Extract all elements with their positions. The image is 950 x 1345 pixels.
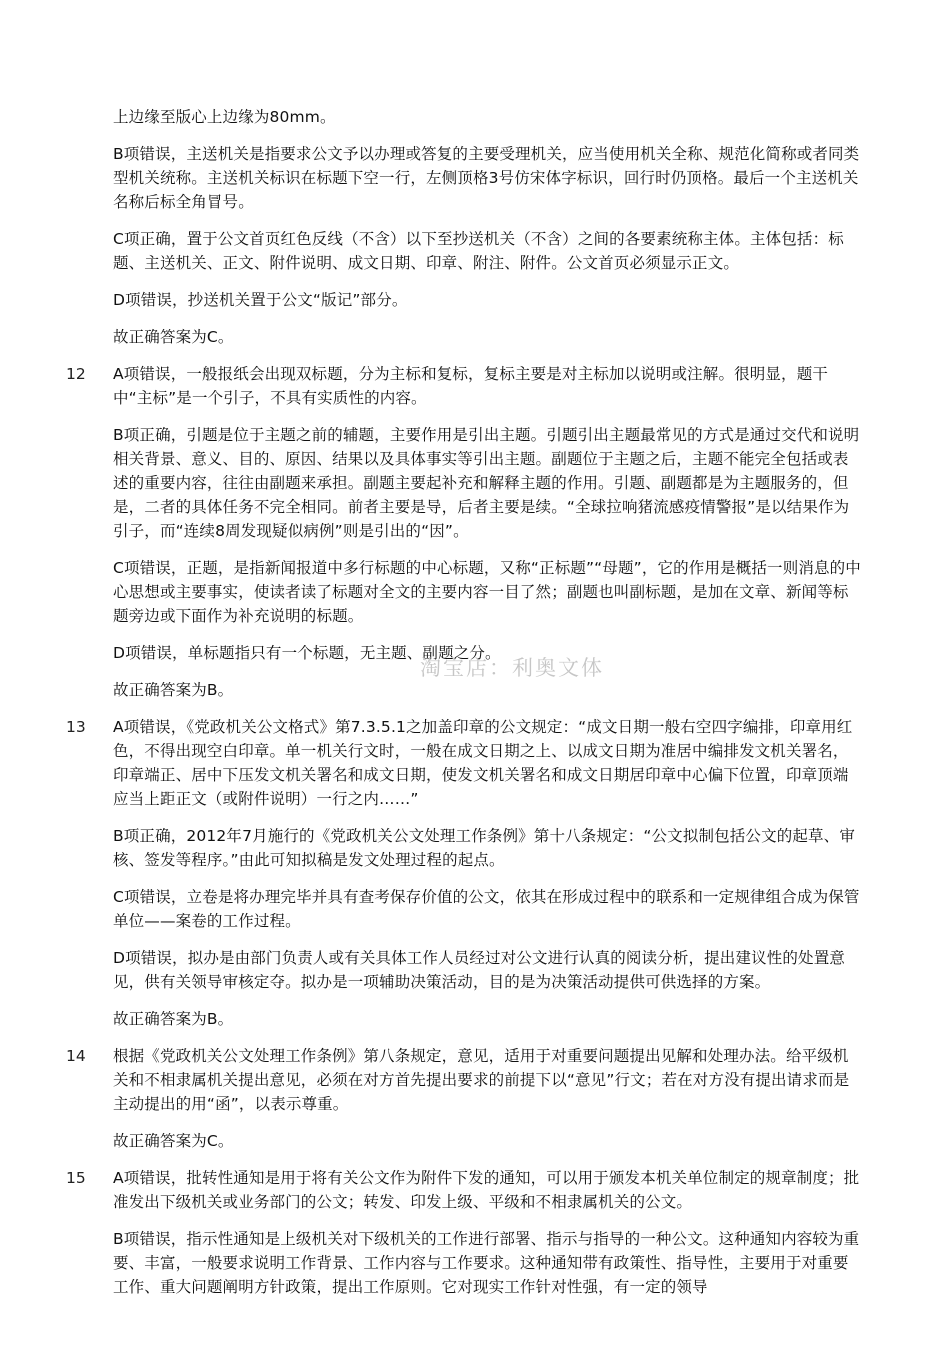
paragraph: A项错误，《党政机关公文格式》第7.3.5.1之加盖印章的公文规定：“成文日期一般右空四字编排，印章用红色，不得出现空白印章。单一机关行文时，一般在成文日期之上、以成文日期为准居中编排发文机关署名，印章端正、居中下压发文机关署名和成文日期，使发文机关署名和成文日期居印章中心偏下位置，印章顶端应当上距正文（或附件说明）一行之内……”: [113, 718, 853, 808]
intro-section: [0, 105, 950, 362]
paragraph: C项错误，正题，是指新闻报道中多行标题的中心标题，又称“正标题”“母题”，它的作用是概括一则消息的中心思想或主要事实，使读者读了标题对全文的主要内容一目了然；副题也叫副标题，是加在文章、新闻等标题旁边或下面作为补充说明的标题。: [113, 559, 861, 625]
paragraph: A项错误，一般报纸会出现双标题，分为主标和复标，复标主要是对主标加以说明或注解。很明显，题干中“主标”是一个引子，不具有实质性的内容。: [113, 365, 829, 407]
paragraph: 故正确答案为B。: [113, 1010, 234, 1028]
paragraph: B项正确，引题是位于主题之前的辅题，主要作用是引出主题。引题引出主题最常见的方式是通过交代和说明相关背景、意义、目的、原因、结果以及具体事实等引出主题。副题位于主题之后，主题不能完全包括或表述的重要内容，往往由副题来承担。副题主要起补充和解释主题的作用。引题、副题都是为主题服务的，但是，二者的具体任务不完全相同。前者主要是导，后者主要是续。“全球拉响猪流感疫情警报”是以结果作为引子，而“连续8周发现疑似病例”则是引出的“因”。: [113, 426, 860, 540]
question-15: [0, 1166, 950, 1312]
watermark: 淘宝店：利奥文体: [420, 656, 604, 680]
paragraph: 根据《党政机关公文处理工作条例》第八条规定，意见，适用于对重要问题提出见解和处理办法。给平级机关和不相隶属机关提出意见，必须在对方首先提出要求的前提下以“意见”行文；若在对方没有提出请求而是主动提出的用“函”，以表示尊重。: [113, 1047, 850, 1113]
paragraph: B项错误，主送机关是指要求公文予以办理或答复的主要受理机关，应当使用机关全称、规范化简称或者同类型机关统称。主送机关标识在标题下空一行，左侧顶格3号仿宋体字标识，回行时仍顶格。最后一个主送机关名称后标全角冒号。: [113, 145, 860, 211]
paragraph: D项错误，拟办是由部门负责人或有关具体工作人员经过对公文进行认真的阅读分析，提出建议性的处置意见，供有关领导审核定夺。拟办是一项辅助决策活动，目的是为决策活动提供可供选择的方案。: [113, 949, 845, 991]
question-number: 12: [66, 365, 86, 383]
question-14: [0, 1044, 950, 1166]
paragraph: 上边缘至版心上边缘为80mm。: [113, 108, 336, 126]
question-number: 14: [66, 1047, 86, 1065]
paragraph: B项错误，指示性通知是上级机关对下级机关的工作进行部署、指示与指导的一种公文。这种通知内容较为重要、丰富，一般要求说明工作背景、工作内容与工作要求。这种通知带有政策性、指导性，主要用于对重要工作、重大问题阐明方针政策，提出工作原则。它对现实工作针对性强，有一定的领导: [113, 1230, 860, 1296]
paragraph: C项正确，置于公文首页红色反线（不含）以下至抄送机关（不含）之间的各要素统称主体。主体包括：标题、主送机关、正文、附件说明、成文日期、印章、附注、附件。公文首页必须显示正文。: [113, 230, 844, 272]
paragraph: D项错误，抄送机关置于公文“版记”部分。: [113, 291, 408, 309]
question-number: 15: [66, 1169, 86, 1187]
question-13: [0, 715, 950, 1044]
paragraph: 故正确答案为C。: [113, 328, 234, 346]
paragraph: D项错误，单标题指只有一个标题，无主题、副题之分。: [113, 644, 501, 662]
paragraph: B项正确，2012年7月施行的《党政机关公文处理工作条例》第十八条规定：“公文拟制包括公文的起草、审核、签发等程序。”由此可知拟稿是发文处理过程的起点。: [113, 827, 855, 869]
paragraph: A项错误，批转性通知是用于将有关公文作为附件下发的通知，可以用于颁发本机关单位制定的规章制度；批准发出下级机关或业务部门的公文；转发、印发上级、平级和不相隶属机关的公文。: [113, 1169, 860, 1211]
paragraph: C项错误，立卷是将办理完毕并具有查考保存价值的公文，依其在形成过程中的联系和一定规律组合成为保管单位——案卷的工作过程。: [113, 888, 860, 930]
question-number: 13: [66, 718, 86, 736]
paragraph: 故正确答案为B。: [113, 681, 234, 699]
paragraph: 故正确答案为C。: [113, 1132, 234, 1150]
